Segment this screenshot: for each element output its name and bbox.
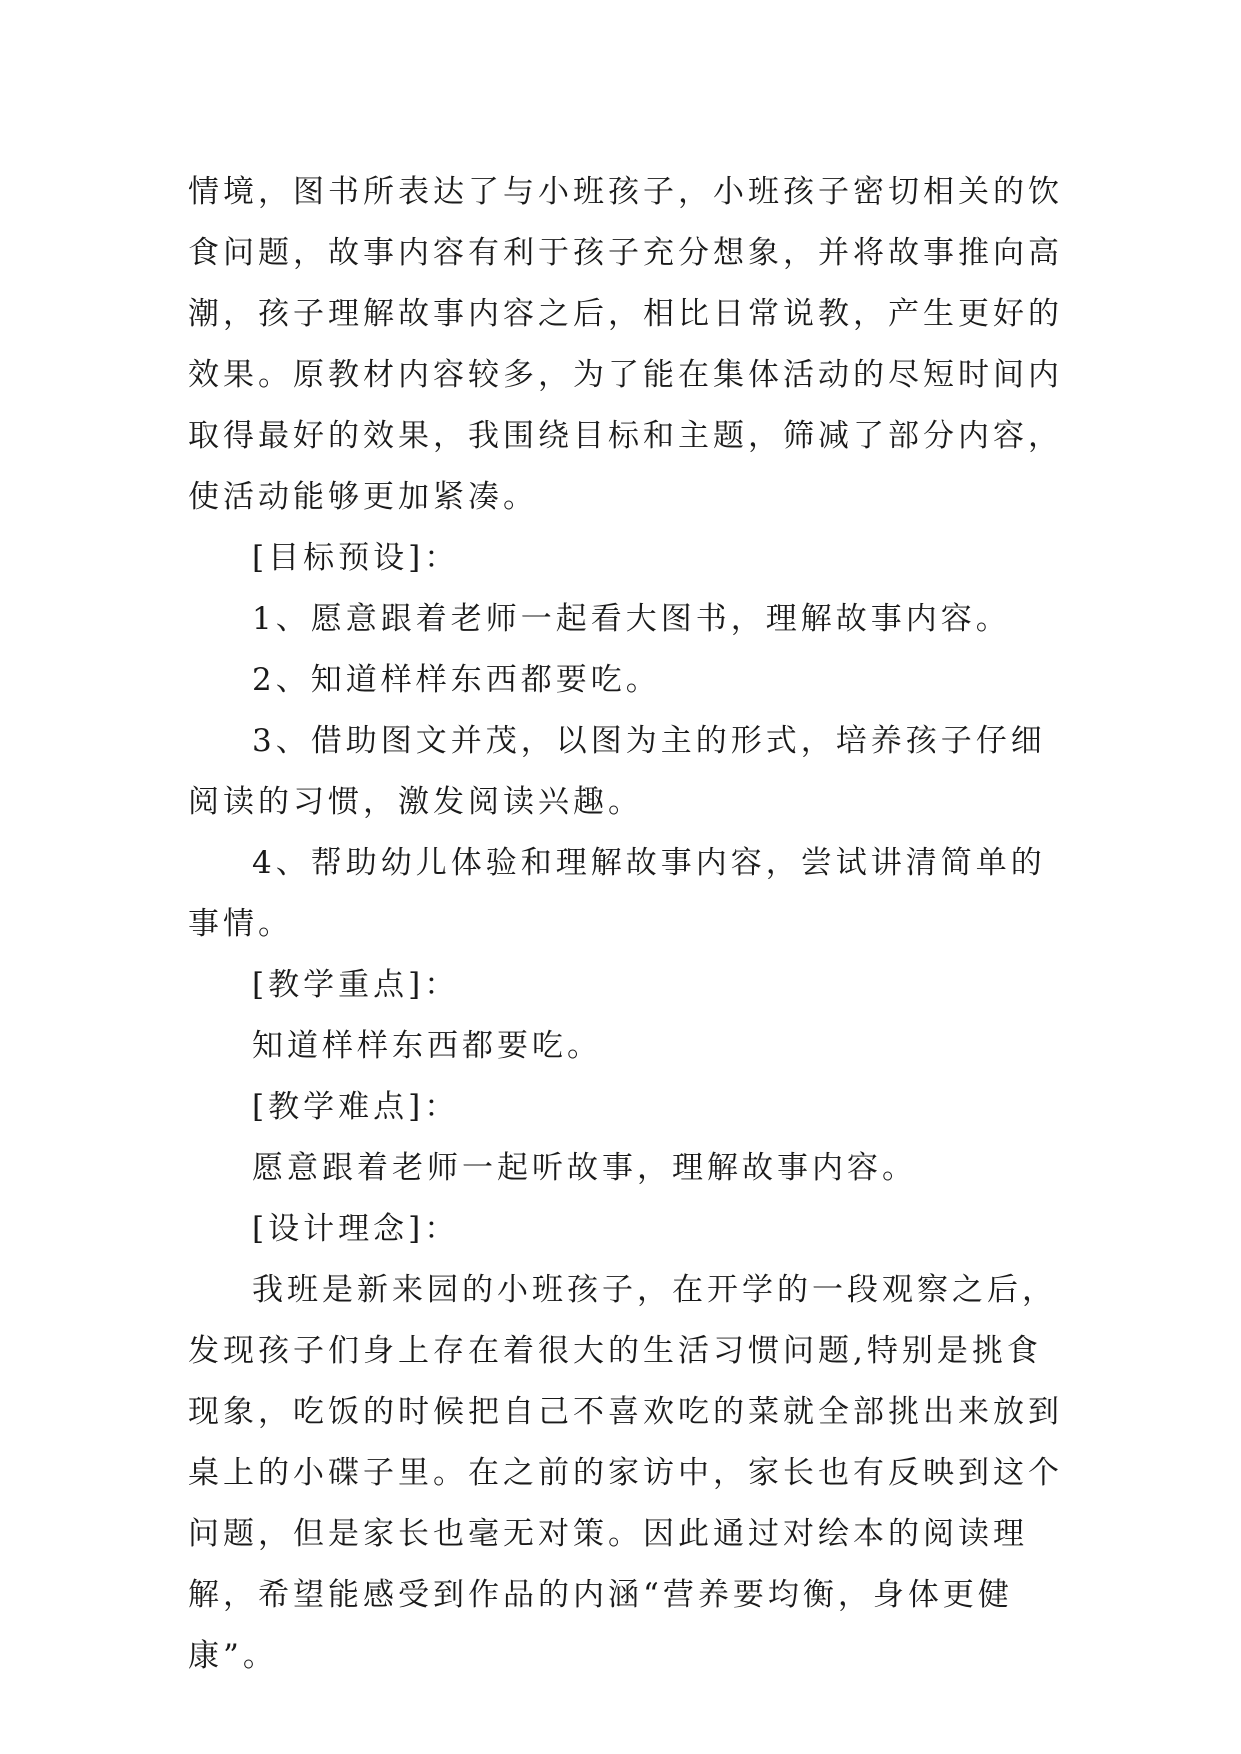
goal-item-4: 4、帮助幼儿体验和理解故事内容，尝试讲清简单的事情。 [188,845,1046,942]
heading-design-concept: [设计理念]： [252,1211,460,1247]
paragraph-intro: 情境，图书所表达了与小班孩子，小班孩子密切相关的饮食问题，故事内容有利于孩子充分想象，并将故事推向高潮，孩子理解故事内容之后，相比日常说教，产生更好的效果。原教材内容较多，为了能在集体活动的尽短时间内取得最好的效果，我围绕目标和主题，筛减了部分内容，使活动能够更加紧凑。 [188,174,1063,515]
goal-item-1: 1、愿意跟着老师一起看大图书，理解故事内容。 [252,601,1011,637]
difficulty-text: 愿意跟着老师一起听故事，理解故事内容。 [252,1150,917,1186]
key-point-text: 知道样样东西都要吃。 [252,1028,602,1064]
document-body [188,162,1068,1687]
design-concept-text: 我班是新来园的小班孩子，在开学的一段观察之后，发现孩子们身上存在着很大的生活习惯问题,特别是挑食现象，吃饭的时候把自己不喜欢吃的菜就全部挑出来放到桌上的小碟子里。在之前的家访中，家长也有反映到这个问题，但是家长也毫无对策。因此通过对绘本的阅读理解，希望能感受到作品的内涵“营养要均衡，身体更健康”。 [188,1272,1063,1674]
heading-difficulty: [教学难点]： [252,1089,460,1125]
goal-item-2: 2、知道样样东西都要吃。 [252,662,661,698]
heading-goals: [目标预设]： [252,540,460,576]
goal-item-3: 3、借助图文并茂，以图为主的形式，培养孩子仔细阅读的习惯，激发阅读兴趣。 [188,723,1046,820]
heading-key-point: [教学重点]： [252,967,460,1003]
